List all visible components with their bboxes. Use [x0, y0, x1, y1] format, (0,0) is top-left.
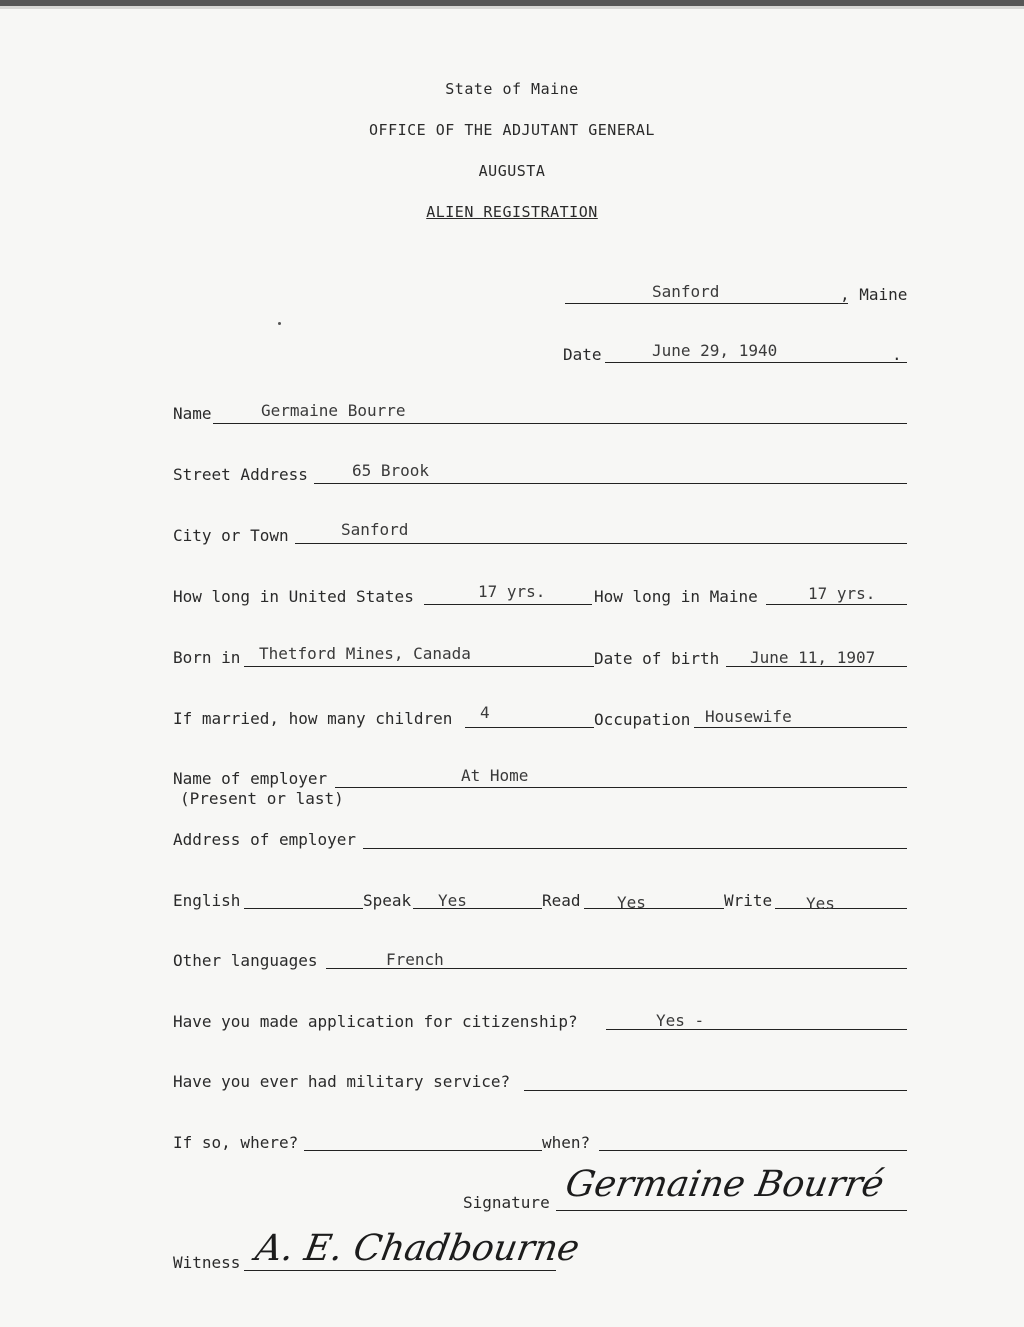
- how-long-us-line: [424, 604, 592, 605]
- citizenship-line: [606, 1029, 907, 1030]
- street-address-line: [314, 483, 907, 484]
- street-address-value: 65 Brook: [352, 461, 430, 480]
- children-line: [465, 727, 594, 728]
- date-line: [605, 362, 907, 363]
- date-of-birth-label: Date of birth: [594, 649, 720, 668]
- town-value: Sanford: [652, 282, 720, 301]
- signature-handwriting: Germaine Bourré: [562, 1164, 887, 1205]
- employer-label: Name of employer: [173, 769, 328, 788]
- signature-line: [556, 1210, 907, 1211]
- born-in-label: Born in: [173, 648, 241, 667]
- date-end-mark: .: [892, 345, 902, 364]
- other-languages-label: Other languages: [173, 951, 318, 970]
- name-line: [213, 423, 907, 424]
- read-label: Read: [542, 891, 581, 910]
- speak-line: [413, 908, 542, 909]
- when-line: [599, 1150, 907, 1151]
- english-label: English: [173, 891, 241, 910]
- street-address-label: Street Address: [173, 465, 308, 484]
- how-long-maine-value: 17 yrs.: [808, 584, 876, 603]
- children-value: 4: [480, 703, 490, 722]
- name-value: Germaine Bourre: [261, 401, 406, 420]
- header-state: State of Maine: [445, 80, 579, 98]
- witness-handwriting: A. E. Chadbourne: [252, 1228, 583, 1269]
- employer-value: At Home: [461, 766, 529, 785]
- occupation-label: Occupation: [594, 710, 691, 729]
- how-long-us-label: How long in United States: [173, 587, 414, 606]
- how-long-us-value: 17 yrs.: [478, 582, 546, 601]
- form-title: ALIEN REGISTRATION: [426, 203, 598, 221]
- occupation-value: Housewife: [705, 707, 792, 726]
- where-label: If so, where?: [173, 1133, 299, 1152]
- city-line: [295, 543, 907, 544]
- header-city: AUGUSTA: [478, 162, 546, 180]
- employer-address-line: [363, 848, 907, 849]
- write-label: Write: [724, 891, 773, 910]
- scan-edge-shadow-light: [0, 6, 1024, 9]
- employer-sublabel: (Present or last): [180, 789, 344, 808]
- scan-speck: [278, 322, 281, 325]
- when-label: when?: [542, 1133, 591, 1152]
- name-label: Name: [173, 404, 212, 423]
- born-in-value: Thetford Mines, Canada: [259, 644, 471, 663]
- date-value: June 29, 1940: [652, 341, 778, 360]
- military-label: Have you ever had military service?: [173, 1072, 511, 1091]
- write-line: [775, 908, 907, 909]
- citizenship-value: Yes -: [656, 1011, 705, 1030]
- signature-label: Signature: [463, 1193, 550, 1212]
- how-long-maine-label: How long in Maine: [594, 587, 758, 606]
- town-line: [565, 303, 848, 304]
- children-label: If married, how many children: [173, 709, 453, 728]
- date-of-birth-value: June 11, 1907: [750, 648, 876, 667]
- city-label: City or Town: [173, 526, 289, 545]
- employer-line: [335, 787, 907, 788]
- citizenship-label: Have you made application for citizenship?: [173, 1012, 578, 1031]
- military-line: [524, 1090, 907, 1091]
- employer-address-label: Address of employer: [173, 830, 357, 849]
- witness-label: Witness: [173, 1253, 241, 1272]
- read-line: [584, 908, 724, 909]
- born-in-line: [244, 666, 594, 667]
- where-line: [304, 1150, 542, 1151]
- date-label: Date: [563, 345, 602, 364]
- speak-value: Yes: [438, 891, 467, 910]
- how-long-maine-line: [766, 604, 907, 605]
- state-suffix: , Maine: [840, 285, 908, 304]
- english-line: [244, 908, 363, 909]
- other-languages-value: French: [386, 950, 444, 969]
- occupation-line: [694, 727, 907, 728]
- read-value: Yes: [617, 893, 646, 912]
- speak-label: Speak: [363, 891, 412, 910]
- witness-line: [244, 1270, 556, 1271]
- city-value: Sanford: [341, 520, 409, 539]
- write-value: Yes: [806, 894, 835, 913]
- header-office: OFFICE OF THE ADJUTANT GENERAL: [369, 121, 655, 139]
